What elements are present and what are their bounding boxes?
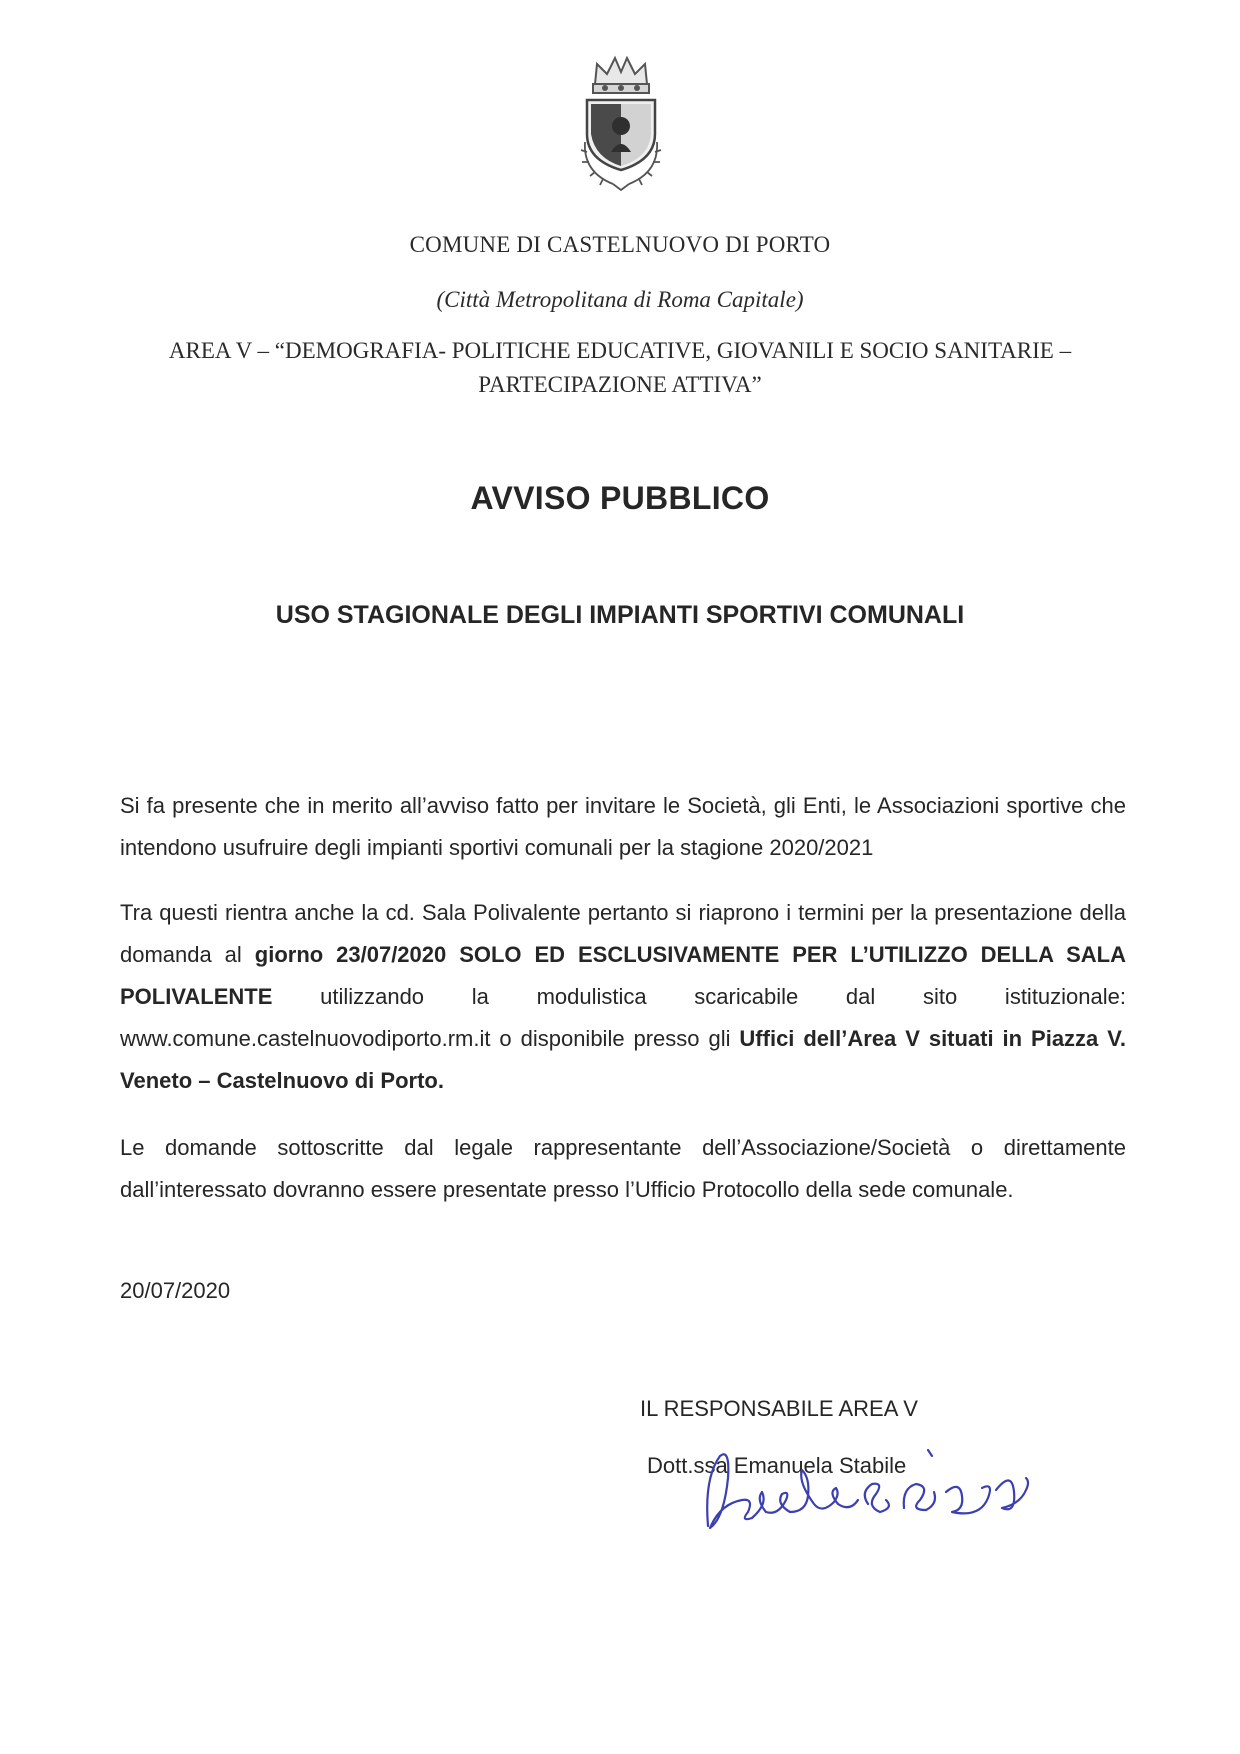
paragraph-deadline-text-1: Tra questi rientra anche la cd. Sala Polivalente pertanto si riaprono i termini per la presentazione della domanda al — [120, 900, 1126, 967]
municipal-coat-of-arms-icon — [565, 48, 677, 196]
paragraph-deadline-text-2: utilizzando la modulistica scaricabile dal sito istituzionale: www.comune.castelnuovodiporto.rm.it o disponibile presso gli — [120, 984, 1126, 1051]
paragraph-deadline-bold-2: Uffici dell’Area V situati in Piazza V. Veneto – Castelnuovo di Porto. — [120, 1026, 1126, 1093]
notice-title: AVVISO PUBBLICO — [470, 480, 770, 516]
municipality-name: COMUNE DI CASTELNUOVO DI PORTO — [409, 232, 831, 257]
signatory-name: Dott.ssa Emanuela Stabile — [647, 1453, 907, 1478]
area-heading-line-1: AREA V – “DEMOGRAFIA- POLITICHE EDUCATIVE, GIOVANILI E SOCIO SANITARIE – — [168, 338, 1072, 363]
area-heading-line-2: PARTECIPAZIONE ATTIVA” — [478, 372, 762, 397]
paragraph-intro: Si fa presente che in merito all’avviso fatto per invitare le Società, gli Enti, le Associazioni sportive che intendono usufruire degli impianti sportivi comunali per la stagione 2020/2021 — [120, 793, 1126, 860]
handwritten-signature — [690, 1408, 1050, 1558]
metropolitan-city: (Città Metropolitana di Roma Capitale) — [436, 287, 804, 312]
signatory-role: IL RESPONSABILE AREA V — [640, 1396, 918, 1421]
paragraph-deadline — [120, 892, 1126, 1102]
paragraph-deadline-bold-1: giorno 23/07/2020 SOLO ED ESCLUSIVAMENTE PER L’UTILIZZO DELLA SALA POLIVALENTE — [120, 942, 1126, 1009]
paragraph-submission: Le domande sottoscritte dal legale rappresentante dell’Associazione/Società o direttamente dall’interessato dovranno essere presentate presso l’Ufficio Protocollo della sede comunale. — [120, 1135, 1126, 1202]
notice-subject: USO STAGIONALE DEGLI IMPIANTI SPORTIVI COMUNALI — [275, 601, 965, 629]
document-date: 20/07/2020 — [120, 1278, 231, 1303]
